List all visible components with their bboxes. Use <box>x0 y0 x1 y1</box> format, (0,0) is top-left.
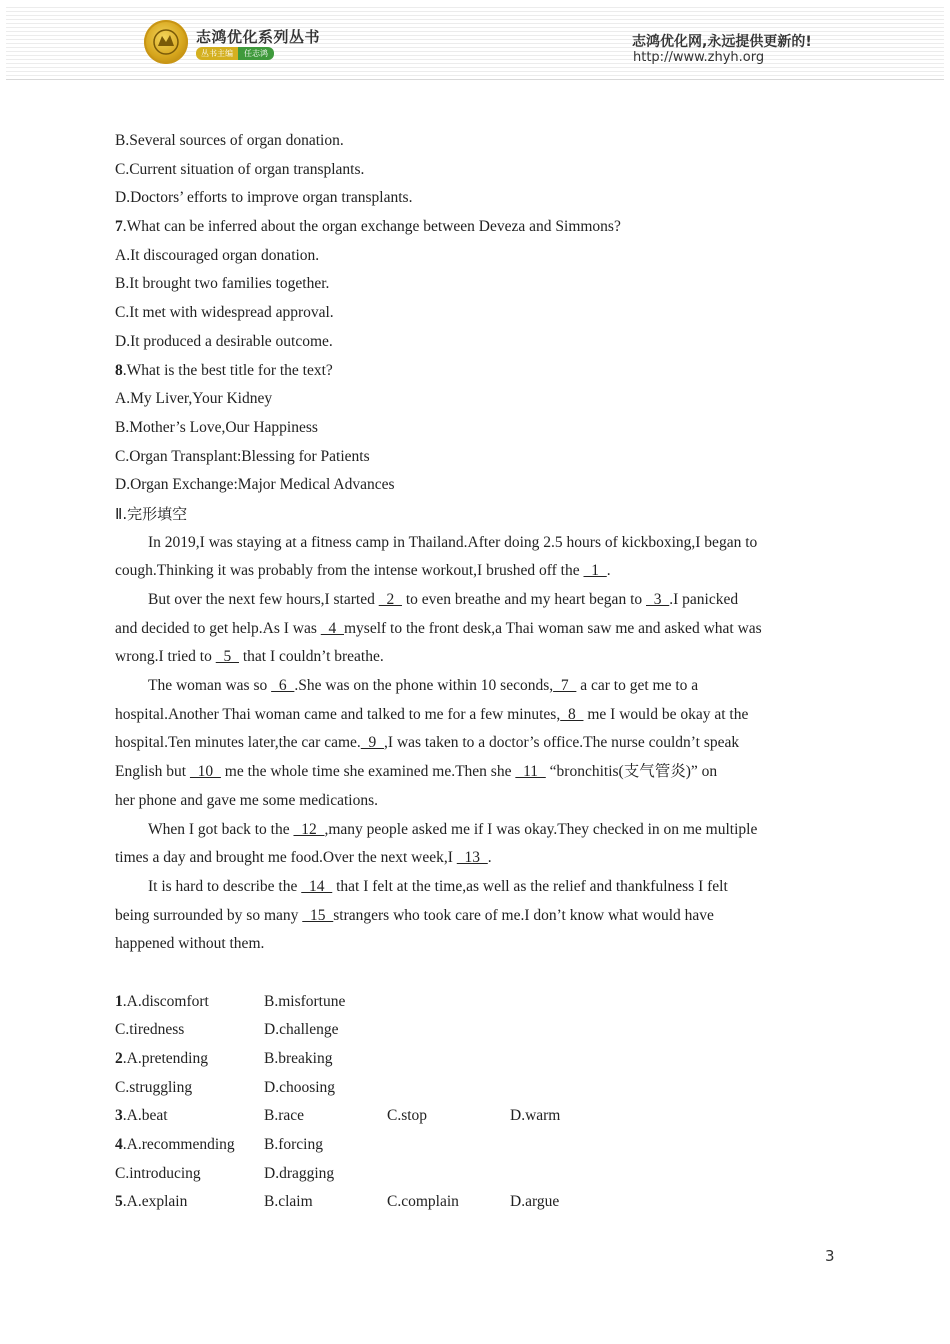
option-a <box>115 1131 264 1160</box>
series-title: 志鸿优化系列丛书 <box>196 28 321 46</box>
option-b: B.misfortune <box>264 992 346 1010</box>
options-row <box>115 988 835 1017</box>
cloze-p5-line <box>115 902 835 931</box>
option-b: B.breaking <box>264 1050 333 1067</box>
text: a car to get me to a <box>576 677 699 695</box>
q7-option-c: C.It met with widespread approval. <box>115 304 334 322</box>
text: and decided to get help.As I was <box>115 619 321 637</box>
option-text: .A.recommending <box>122 1136 235 1154</box>
q5-number: 5 <box>115 1193 123 1211</box>
editor-badge <box>196 47 274 60</box>
option-b: B.claim <box>264 1193 313 1211</box>
option-text: .A.explain <box>122 1193 188 1211</box>
text: that I couldn’t breathe. <box>238 648 384 666</box>
q7-stem <box>115 213 835 242</box>
editor-name: 任志鸿 <box>238 47 274 60</box>
option-a <box>115 1188 264 1217</box>
blank-2: 2 <box>378 591 402 608</box>
q8-option-d: D.Organ Exchange:Major Medical Advances <box>115 476 395 494</box>
q8-number: 8 <box>115 361 123 379</box>
option-text: .A.beat <box>122 1107 168 1125</box>
cloze-p5-line <box>115 873 835 902</box>
option-a <box>115 1045 264 1074</box>
blank-6: 6 <box>271 677 295 695</box>
text: “bronchitis(支气管炎)” on <box>545 763 718 781</box>
blank-11: 11 <box>515 763 546 781</box>
q3-number: 3 <box>115 1107 123 1125</box>
cloze-p3-line <box>115 729 835 758</box>
blank-5: 5 <box>215 648 239 666</box>
q6-option-b: B.Several sources of organ donation. <box>115 132 344 149</box>
text: hospital.Ten minutes later,the car came. <box>115 734 361 752</box>
text: . <box>606 562 611 580</box>
document-body <box>115 127 835 1217</box>
series-logo-icon <box>144 20 188 64</box>
cloze-p3-line: her phone and gave me some medications. <box>115 791 378 809</box>
header-slogan: 志鸿优化网,永远提供更新的! <box>632 34 812 50</box>
blank-3: 3 <box>646 591 670 608</box>
q8-option-a: A.My Liver,Your Kidney <box>115 390 273 408</box>
spacer <box>115 959 835 988</box>
options-row <box>115 1102 835 1131</box>
options-row <box>115 1160 835 1189</box>
cloze-p3-line <box>115 672 835 701</box>
cloze-p2-line <box>115 586 835 615</box>
q7-option-a: A.It discouraged organ donation. <box>115 246 320 264</box>
q1-number: 1 <box>115 992 123 1010</box>
option-b: B.race <box>264 1107 305 1125</box>
cloze-p2-line <box>115 615 835 644</box>
options-row <box>115 1188 835 1217</box>
q7-option-d: D.It produced a desirable outcome. <box>115 332 333 350</box>
text: myself to the front desk,a Thai woman saw me and asked what was <box>344 619 762 637</box>
text: cough.Thinking it was probably from the intense workout,I brushed off the <box>115 562 584 580</box>
blank-15: 15 <box>302 906 334 924</box>
option-d: D.dragging <box>264 1164 335 1182</box>
q6-option-d: D.Doctors’ efforts to improve organ transplants. <box>115 189 413 207</box>
text: being surrounded by so many <box>115 906 303 924</box>
text: .She was on the phone within 10 seconds, <box>294 677 554 695</box>
option-text: .A.pretending <box>122 1050 208 1067</box>
text: hospital.Another Thai woman came and talked to me for a few minutes, <box>115 705 561 723</box>
cloze-p5-line: happened without them. <box>115 935 265 953</box>
blank-12: 12 <box>293 820 325 838</box>
text: The woman was so <box>148 677 272 695</box>
cloze-p3-line <box>115 701 835 730</box>
q7-number: 7 <box>115 218 123 236</box>
cloze-p4-line <box>115 816 835 845</box>
text: . <box>487 849 492 867</box>
blank-4: 4 <box>320 619 344 637</box>
q7-option-b: B.It brought two families together. <box>115 275 330 293</box>
cloze-p1-line <box>115 557 835 586</box>
option-text: .A.discomfort <box>122 992 209 1010</box>
option-d: D.challenge <box>264 1021 339 1039</box>
text: ,many people asked me if I was okay.They checked in on me multiple <box>324 820 758 838</box>
blank-7: 7 <box>553 677 577 695</box>
text: When I got back to the <box>148 820 294 838</box>
option-d: D.choosing <box>264 1078 336 1096</box>
options-row <box>115 1045 835 1074</box>
blank-13: 13 <box>456 849 488 867</box>
q6-option-c: C.Current situation of organ transplants. <box>115 160 365 178</box>
q2-number: 2 <box>115 1050 123 1067</box>
option-a <box>115 988 264 1017</box>
text: strangers who took care of me.I don’t know what would have <box>333 906 714 924</box>
page-number: 3 <box>825 1247 835 1265</box>
option-a <box>115 1102 264 1131</box>
text: .I panicked <box>669 591 739 608</box>
cloze-p2-line <box>115 643 835 672</box>
text: to even breathe and my heart began to <box>401 591 646 608</box>
q7-text: .What can be inferred about the organ exchange between Deveza and Simmons? <box>122 218 621 236</box>
cloze-p1-line: In 2019,I was staying at a fitness camp in Thailand.After doing 2.5 hours of kickboxing,I began to <box>148 533 758 551</box>
option-c: C.complain <box>387 1193 459 1211</box>
page-header <box>0 0 950 82</box>
q8-stem <box>115 357 835 386</box>
text: ,I was taken to a doctor’s office.The nurse couldn’t speak <box>384 734 740 752</box>
option-c: C.introducing <box>115 1164 201 1182</box>
header-url: http://www.zhyh.org <box>633 50 765 65</box>
text: It is hard to describe the <box>148 877 302 895</box>
cloze-p3-line <box>115 758 835 787</box>
blank-1: 1 <box>583 562 607 580</box>
text: me the whole time she examined me.Then she <box>220 763 516 781</box>
q8-option-b: B.Mother’s Love,Our Happiness <box>115 418 318 436</box>
text: me I would be okay at the <box>583 705 749 723</box>
option-c: C.tiredness <box>115 1021 185 1039</box>
blank-8: 8 <box>560 705 584 723</box>
options-row <box>115 1074 835 1103</box>
header-divider <box>6 79 944 80</box>
q8-option-c: C.Organ Transplant:Blessing for Patients <box>115 447 370 465</box>
cloze-section-title: Ⅱ.完形填空 <box>115 504 188 523</box>
option-d: D.warm <box>510 1107 561 1125</box>
text: that I felt at the time,as well as the relief and thankfulness I felt <box>332 877 728 895</box>
option-d: D.argue <box>510 1193 560 1211</box>
text: But over the next few hours,I started <box>148 591 379 608</box>
option-c: C.stop <box>387 1107 428 1125</box>
text: English but <box>115 763 190 781</box>
option-c: C.struggling <box>115 1078 193 1096</box>
editor-label: 丛书主编 <box>196 47 238 60</box>
option-b: B.forcing <box>264 1136 323 1154</box>
q8-text: .What is the best title for the text? <box>122 361 333 379</box>
options-row <box>115 1016 835 1045</box>
text: times a day and brought me food.Over the next week,I <box>115 849 457 867</box>
blank-14: 14 <box>301 877 333 895</box>
blank-10: 10 <box>189 763 221 781</box>
q4-number: 4 <box>115 1136 123 1154</box>
options-row <box>115 1131 835 1160</box>
blank-9: 9 <box>360 734 385 752</box>
cloze-p4-line <box>115 844 835 873</box>
text: wrong.I tried to <box>115 648 216 666</box>
